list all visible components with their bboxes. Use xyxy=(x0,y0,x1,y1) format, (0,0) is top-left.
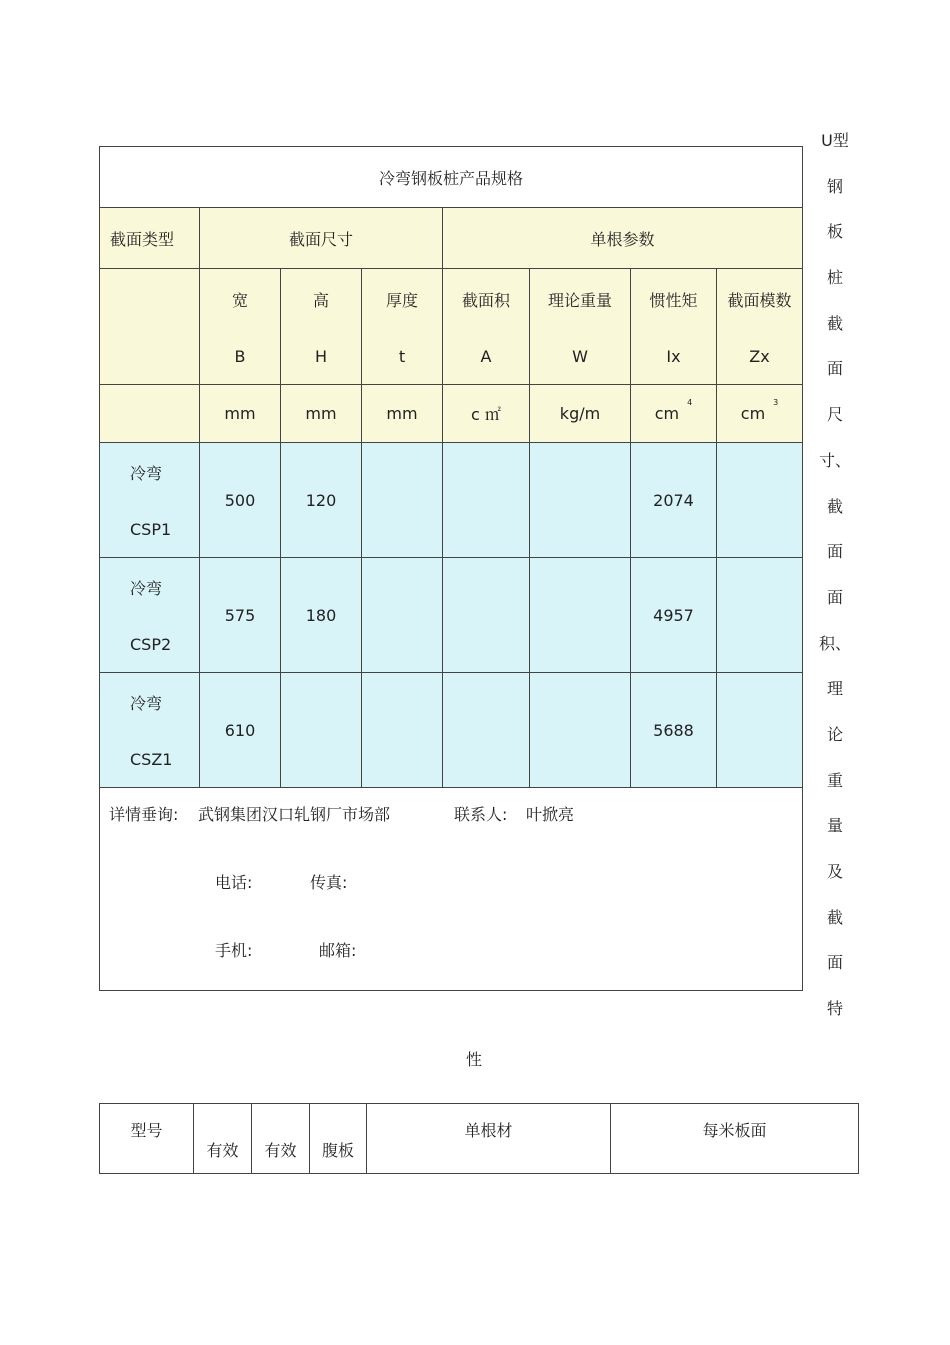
phone-label: 电话: xyxy=(215,873,253,892)
unit-cell: kg/m xyxy=(530,385,631,443)
row-type-cell: 冷弯 CSZ1 xyxy=(100,673,200,788)
effective-width-header: 有效 xyxy=(194,1104,252,1174)
section-size-header: 截面尺寸 xyxy=(200,208,443,269)
table-cell: 575 xyxy=(200,558,281,673)
unit-cell: mm xyxy=(362,385,443,443)
table-row xyxy=(100,558,803,673)
row-type-cell: 冷弯 CSP2 xyxy=(100,558,200,673)
table-cell xyxy=(362,673,443,788)
unit-cell: mm xyxy=(200,385,281,443)
table-cell xyxy=(530,443,631,558)
table-cell xyxy=(717,443,803,558)
table-cell: 5688 xyxy=(631,673,717,788)
column-header: 宽 B xyxy=(200,269,281,385)
table-cell: 4957 xyxy=(631,558,717,673)
per-meter-header: 每米板面 xyxy=(611,1104,859,1174)
table-title: 冷弯钢板桩产品规格 xyxy=(100,147,803,208)
column-header: 惯性矩 Ix xyxy=(631,269,717,385)
table-row xyxy=(100,443,803,558)
unit-cell: $cm^4$ xyxy=(631,385,717,443)
table-cell: 500 xyxy=(200,443,281,558)
column-header: 高 H xyxy=(281,269,362,385)
effective-height-header: 有效 xyxy=(252,1104,310,1174)
table-cell xyxy=(443,673,530,788)
bottom-table xyxy=(99,1103,859,1174)
table-cell: 2074 xyxy=(631,443,717,558)
row-type-cell: 冷弯 CSP1 xyxy=(100,443,200,558)
column-header: 截面积 A xyxy=(443,269,530,385)
table-cell xyxy=(530,558,631,673)
column-header: 截面模数 Zx xyxy=(717,269,803,385)
empty-unit-cell xyxy=(100,385,200,443)
table-cell xyxy=(530,673,631,788)
fax-label: 传真: xyxy=(310,873,348,892)
table-cell xyxy=(443,558,530,673)
table-cell xyxy=(362,443,443,558)
single-material-header: 单根材 xyxy=(367,1104,611,1174)
company-name: 武钢集团汉口轧钢厂市场部 xyxy=(198,805,391,824)
mobile-label: 手机: xyxy=(215,941,253,960)
model-header: 型号 xyxy=(100,1104,194,1174)
table-cell xyxy=(717,673,803,788)
web-header: 腹板 xyxy=(310,1104,367,1174)
column-header: 理论重量 W xyxy=(530,269,631,385)
unit-cell: mm xyxy=(281,385,362,443)
side-caption: U型 钢 板 桩 截 面 尺 寸、 截 面 面 积、 理 论 重 量 及 截 面 特 xyxy=(818,131,851,1019)
contact-person: 叶掀亮 xyxy=(526,805,575,824)
table-row xyxy=(100,673,803,788)
table-cell: 610 xyxy=(200,673,281,788)
unit-cell: c ㎡ xyxy=(443,385,530,443)
column-header: 厚度 t xyxy=(362,269,443,385)
table-cell xyxy=(443,443,530,558)
table-cell xyxy=(281,673,362,788)
table-cell xyxy=(717,558,803,673)
inquiry-label: 详情垂询: xyxy=(109,805,179,824)
single-params-header: 单根参数 xyxy=(443,208,803,269)
contact-person-label: 联系人: xyxy=(454,805,508,824)
email-label: 邮箱: xyxy=(319,941,357,960)
table-cell: 120 xyxy=(281,443,362,558)
empty-header-cell xyxy=(100,269,200,385)
unit-cell: $cm^3$ xyxy=(717,385,803,443)
table-cell: 180 xyxy=(281,558,362,673)
contact-info xyxy=(100,788,803,991)
spec-table xyxy=(99,146,803,991)
side-caption-tail: 性 xyxy=(466,1050,483,1069)
table-cell xyxy=(362,558,443,673)
section-type-header: 截面类型 xyxy=(100,208,200,269)
